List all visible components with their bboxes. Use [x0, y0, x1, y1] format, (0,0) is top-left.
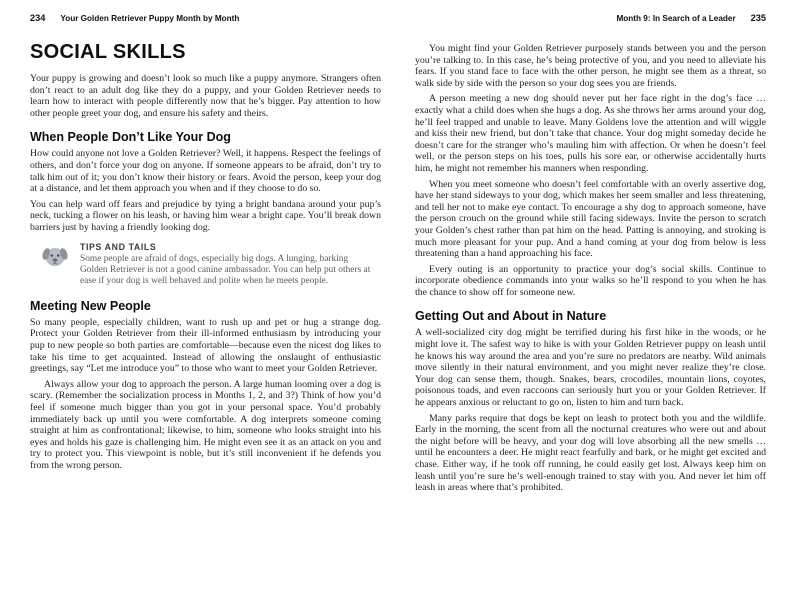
right-running-header: [415, 13, 766, 24]
paragraph: When you meet someone who doesn’t feel comfortable with an overly assertive dog, have her stand sideways to your dog, which makes her seem smaller and less threatening, and tell her not to make eye contact. To encourage a shy dog to approach someone, have the person crouch on the ground while still facing sideways. Invite the person to scratch your Golden’s chest rather than pat him on the head. Patting is annoying, and stroking is much more pleasant for your pup. And a hand coming at your dog from below is less threatening than a hand approaching his face.: [415, 178, 766, 260]
tips-text: Some people are afraid of dogs, especially big dogs. A lunging, barking Golden Retriever is not a good canine ambassador. You can help put others at ease if your dog is well behaved and polite when he meets people.: [80, 253, 371, 287]
paragraph: So many people, especially children, want to rush up and pet or hug a strange dog. Protect your Golden Retriever from their ill-informed enthusiasm by introducing your pup to new people so both parties are comfortable—because even the nicest dog likes to take his time to get acquainted. Instead of allowing the onslaught of enthusiastic greetings, say “Let me introduce you” to those who want to meet your Golden Retriever.: [30, 316, 381, 375]
left-page: [30, 13, 381, 582]
left-page-number: 234: [30, 13, 46, 23]
section-title-social-skills: SOCIAL SKILLS: [30, 41, 186, 63]
right-page-number: 235: [750, 13, 766, 23]
paragraph: A person meeting a new dog should never put her face right in the dog’s face … exactly what a child does when she hugs a dog. As she throws her arms around your dog, he’ll feel trapped and unable to leave. Many Goldens love the attention and will wiggle and kiss their new friend, but don’t take that chance. Your dog might someday decide he doesn’t care for the stranger who’s mauling him with affection. Or when he doesn’t feel well, or the person steps on his toes, pulls his sore ear, or otherwise accidentally hurts him, he might not remember his manners when responding.: [415, 93, 766, 174]
intro-paragraph: Your puppy is growing and doesn’t look so much like a puppy anymore. Strangers often don’t react to an adult dog like they do a puppy, and your Golden Retriever needs to learn how to interact with people differently now that he’s bigger. Pay attention to how other people greet your dog, and ensure his safety and theirs.: [30, 73, 381, 119]
tips-and-tails-box: [40, 242, 375, 288]
paragraph: How could anyone not love a Golden Retriever? Well, it happens. Respect the feelings of others, and don’t force your dog on anyone. If someone appears to be afraid, don’t try to talk him out of it; you don’t know their history or fears. Avoid the person, keep your dog at a distance, and let them approach you when and if they choose to do so.: [30, 148, 381, 195]
paragraph: You might find your Golden Retriever purposely stands between you and the person you’re talking to. In this case, he’s being protective of you, and you need to alleviate his fears. If you stand face to face with the other person, he might see them as a threat, so walk side by side with the person so your dog sees you are friends.: [415, 43, 766, 89]
heading-meeting-new-people: Meeting New People: [30, 298, 151, 313]
tips-title: TIPS AND TAILS: [80, 241, 157, 252]
dog-face-icon: [40, 242, 70, 276]
tips-content: [80, 242, 375, 288]
paragraph: Always allow your dog to approach the person. A large human looming over a dog is scary. (Remember the socialization process in Months 1, 2, and 3?) Think of how you’d feel if someone much bigger than you got in your personal space. You’d probably immediately back up until you were comfortable. A dog interprets someone coming straight at him as confrontational; likewise, to him, someone who looks straight into his eyes and holds his gaze is challenging him. He might even see it as an attack on you and try to protect you. This viewpoint is noble, but it’s still inconvenient if he defends you from the wrong person.: [30, 378, 381, 471]
paragraph: Every outing is an opportunity to practice your dog’s social skills. Continue to incorporate obedience commands into your walks so he’ll respond to you when he has the chance to show off for someone new.: [415, 263, 766, 298]
heading-when-people-dont-like-your-dog: When People Don’t Like Your Dog: [30, 130, 231, 145]
paragraph: A well-socialized city dog might be terrified during his first hike in the woods, or he might love it. The safest way to hike is with your Golden Retriever puppy on leash until he knows his way around the area and you’re sure no predators are nearby. Wild animals move silently in their natural environment, and you might never realize they’re close. Your dog can sense them, though. Snakes, bears, crocodiles, mountain lions, coyotes, poisonous toads, and even raccoons can seriously hurt you or your Golden Retriever. If he appears anxious or reluctant to go on, listen to him and turn back.: [415, 327, 766, 409]
left-running-title: Your Golden Retriever Puppy Month by Month: [60, 14, 240, 23]
paragraph: Many parks require that dogs be kept on leash to protect both you and the wildlife. Early in the morning, the scent from all the nocturnal creatures who were out and about the night before will be heavy, and your dog will love absorbing all the new smells … until he encounters a deer. He might react fearfully and bark, or he might get excited and chase. Either way, if he took off running, he could easily get lost. Always keep him on leash until you’re sure he’s well-enough trained to stay with you. And never let him off leash in areas where that’s prohibited.: [415, 412, 766, 494]
right-running-title: Month 9: In Search of a Leader: [616, 14, 736, 23]
right-page-body: [415, 43, 766, 494]
right-page: [415, 13, 766, 582]
paragraph: You can help ward off fears and prejudice by tying a bright bandana around your pup’s neck, tucking a flower on his leash, or having him wear a bright cape. You’ll break down barriers just by having a friendly looking dog.: [30, 198, 381, 233]
left-running-header: [30, 13, 381, 24]
heading-getting-out-and-about-in-nature: Getting Out and About in Nature: [415, 309, 607, 324]
